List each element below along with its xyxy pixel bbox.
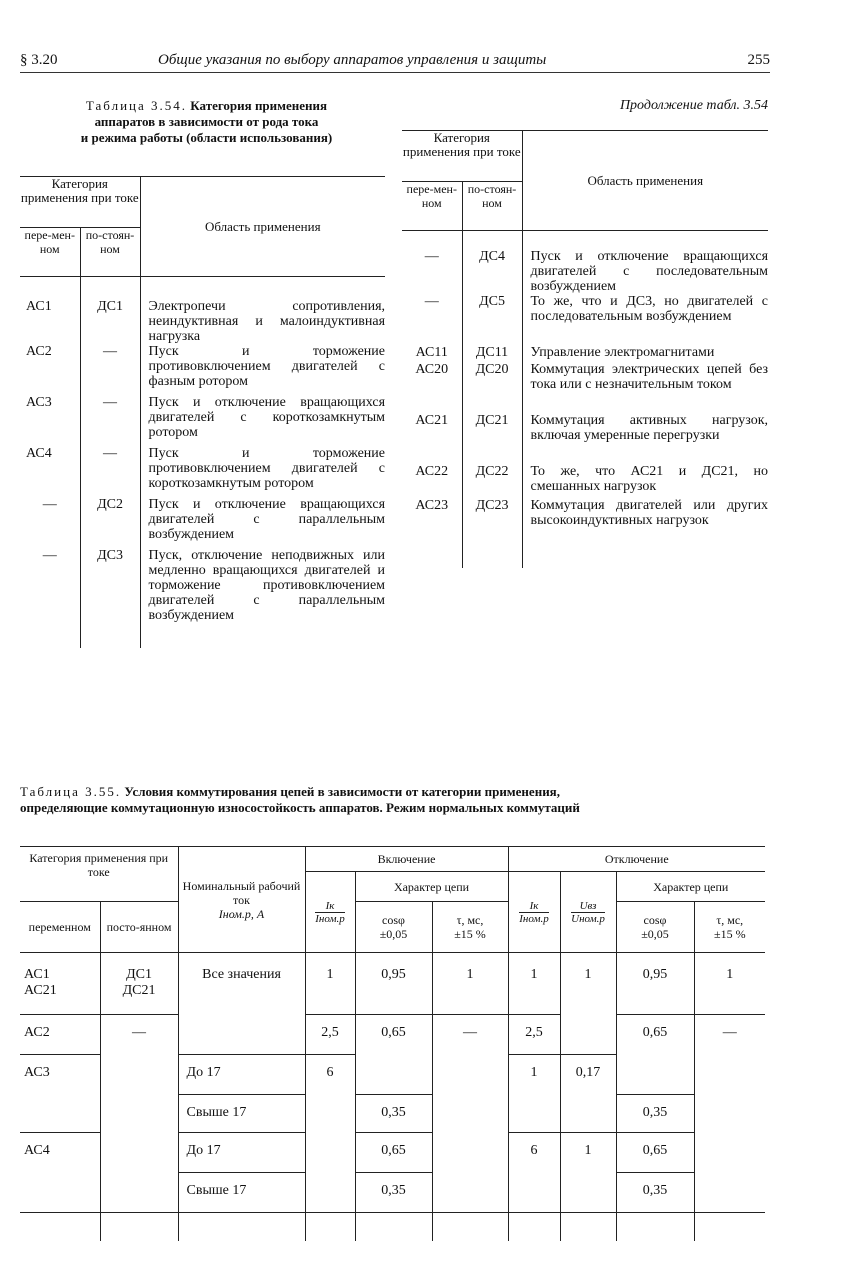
cell-area: Коммутация двигателей или других высокоиндуктивных нагрузок [530, 498, 769, 528]
header-off-current-ratio [508, 872, 560, 953]
cell-ac: АС3 [20, 1055, 100, 1095]
section-number: § 3.20 [20, 52, 58, 68]
cell-off-cos: 0,95 [616, 953, 694, 1015]
table-355 [20, 846, 765, 1241]
cell-dc: ДС3 [80, 548, 140, 648]
header-nominal-current [178, 847, 305, 953]
table-354-left [20, 176, 385, 648]
cell-ac: — [402, 294, 462, 345]
table-355-caption [20, 784, 770, 816]
ratio-numerator: Uвз [571, 900, 605, 913]
empty-cell [432, 1213, 508, 1241]
cell-dc: — [80, 395, 140, 446]
cell-on-ratio [305, 1133, 355, 1173]
header-dc: по-стоян-ном [80, 228, 140, 277]
cell-dc: ДС1 [80, 277, 140, 345]
cell-area: Пуск и торможение противовключением двигателей с короткозамкнутым ротором [148, 446, 386, 491]
header-category: Категория применения при токе [402, 131, 522, 182]
nominal-current-symbol: Iном.р, А [218, 906, 265, 921]
cell-off-tau [694, 1055, 765, 1095]
cell-on-tau [432, 1133, 508, 1173]
ratio-denominator: Iном.р [519, 912, 549, 925]
header-category: Категория применения при токе [20, 847, 178, 902]
cell-off-ratio [508, 1173, 560, 1213]
nominal-current-label: Номинальный рабочий ток [182, 878, 301, 907]
cell-off-tau: — [694, 1015, 765, 1055]
table-row [20, 497, 385, 548]
cell-ac: АС11 [402, 345, 462, 362]
cell-nominal: До 17 [178, 1055, 305, 1095]
table-row [402, 294, 768, 345]
caption-line-3: и режима работы (области использования) [80, 130, 333, 145]
tau-tolerance: ±15 % [713, 927, 746, 941]
cell-dc: — [80, 344, 140, 395]
cell-nominal: Свыше 17 [178, 1095, 305, 1133]
table-row [402, 231, 768, 295]
cell-area: Пуск и отключение вращающихся двигателей с короткозамкнутым ротором [148, 395, 386, 440]
header-off-circuit-type: Характер цепи [616, 872, 765, 902]
cell-off-ratio: 1 [508, 953, 560, 1015]
table-row [20, 953, 765, 1015]
cell-off-voltage: 1 [560, 1133, 616, 1173]
cell-off-voltage: 0,17 [560, 1055, 616, 1095]
table-row [20, 1095, 765, 1133]
cell-dc [100, 1173, 178, 1213]
table-row [20, 1015, 765, 1055]
cell-off-cos: 0,65 [616, 1133, 694, 1173]
cell-off-cos: 0,65 [616, 1015, 694, 1055]
cell-dc: ДС23 [462, 498, 522, 568]
running-header [20, 52, 770, 70]
cell-off-cos: 0,35 [616, 1173, 694, 1213]
cell-dc: ДС5 [462, 294, 522, 345]
cell-ac: — [20, 548, 80, 648]
empty-cell [20, 1213, 100, 1241]
cell-ac: АС4 [20, 1133, 100, 1173]
table-row [20, 277, 385, 345]
cell-ac: — [402, 231, 462, 295]
cell-dc: — [80, 446, 140, 497]
caption-line-1: Категория применения [190, 98, 328, 113]
cell-on-tau: 1 [432, 953, 508, 1015]
cell-dc [100, 1055, 178, 1095]
cell-ac [20, 953, 100, 1015]
cell-off-tau: 1 [694, 953, 765, 1015]
cell-ac: — [20, 497, 80, 548]
cell-off-tau [694, 1173, 765, 1213]
running-title: Общие указания по выбору аппаратов управления и защиты [158, 52, 547, 68]
header-on-circuit-type: Характер цепи [355, 872, 508, 902]
table-row [20, 1055, 765, 1095]
cell-dc [100, 1095, 178, 1133]
table-row [402, 464, 768, 498]
cell-ac [20, 1173, 100, 1213]
cell-dc: — [100, 1015, 178, 1055]
ratio-denominator: Uном.р [571, 912, 605, 925]
cos-label: cosφ [382, 913, 405, 927]
header-ac: переменном [20, 902, 100, 953]
header-area: Область применения [140, 177, 385, 277]
cell-area: Пуск и торможение противовключением двигателей с фазным ротором [148, 344, 386, 389]
header-area: Область применения [522, 131, 768, 231]
cell-off-ratio: 6 [508, 1133, 560, 1173]
cell-dc: ДС21 [462, 413, 522, 464]
tau-label: τ, мс, [456, 913, 484, 927]
cell-nominal: Свыше 17 [178, 1173, 305, 1213]
cell-ac-line: АС21 [24, 983, 57, 998]
header-dc: посто-янном [100, 902, 178, 953]
table-row [20, 1213, 765, 1241]
table-354-caption [34, 98, 379, 146]
cell-off-voltage [560, 1015, 616, 1055]
cell-ac: АС3 [20, 395, 80, 446]
table-row [20, 1133, 765, 1173]
empty-cell [100, 1213, 178, 1241]
cell-area: Управление электромагнитами [530, 345, 715, 360]
caption-line-2: определяющие коммутационную износостойкость аппаратов. Режим нормальных коммутаций [20, 800, 580, 815]
table-row [20, 446, 385, 497]
cell-area: Коммутация электрических цепей без тока или с незначительным током [530, 362, 769, 392]
table-354-label: Таблица 3.54. [85, 98, 188, 113]
cell-dc: ДС2 [80, 497, 140, 548]
caption-line-1: Условия коммутирования цепей в зависимости от категории применения, [124, 784, 560, 799]
cell-off-tau [694, 1095, 765, 1133]
cell-on-cos: 0,35 [355, 1173, 432, 1213]
cell-on-cos: 0,65 [355, 1133, 432, 1173]
continuation-label: Продолжение табл. 3.54 [619, 98, 768, 113]
header-on-current-ratio [305, 872, 355, 953]
cell-off-cos: 0,35 [616, 1095, 694, 1133]
cell-on-cos: 0,95 [355, 953, 432, 1015]
header-off-tau [694, 902, 765, 953]
header-off-cos [616, 902, 694, 953]
table-row [20, 548, 385, 648]
cell-ac: АС1 [20, 277, 80, 345]
cell-on-cos: 0,35 [355, 1095, 432, 1133]
cell-on-ratio [305, 1095, 355, 1133]
table-354-right [402, 130, 768, 568]
cell-on-tau: — [432, 1015, 508, 1055]
tau-label: τ, мс, [716, 913, 744, 927]
cell-on-ratio [305, 1173, 355, 1213]
cell-dc-line: ДС1 [126, 967, 152, 982]
cell-ac: АС23 [402, 498, 462, 568]
page-number: 255 [747, 52, 770, 68]
header-dc: по-стоян-ном [462, 182, 522, 231]
cell-on-ratio: 1 [305, 953, 355, 1015]
cell-off-cos [616, 1055, 694, 1095]
cell-on-cos [355, 1055, 432, 1095]
cell-area: То же, что и ДС3, но двигателей с последовательным возбуждением [530, 294, 769, 324]
cell-area: Пуск и отключение вращающихся двигателей с параллельным возбуждением [148, 497, 386, 542]
table-row [402, 498, 768, 568]
cell-ac: АС2 [20, 344, 80, 395]
header-rule [20, 72, 770, 73]
cell-area: Пуск и отключение вращающихся двигателей с последовательным возбуждением [530, 249, 769, 294]
table-row [402, 345, 768, 362]
cell-off-voltage [560, 1095, 616, 1133]
cell-ac: АС21 [402, 413, 462, 464]
empty-cell [508, 1213, 560, 1241]
empty-cell [305, 1213, 355, 1241]
header-ac: пере-мен-ном [20, 228, 80, 277]
cell-dc: ДС22 [462, 464, 522, 498]
caption-line-2: аппаратов в зависимости от рода тока [94, 114, 319, 129]
empty-cell [616, 1213, 694, 1241]
cell-nominal: До 17 [178, 1133, 305, 1173]
header-ac: пере-мен-ном [402, 182, 462, 231]
cell-on-ratio: 2,5 [305, 1015, 355, 1055]
cell-ac-line: АС1 [24, 967, 50, 982]
ratio-numerator: Iк [519, 900, 548, 913]
cell-ac: АС22 [402, 464, 462, 498]
table-355-label: Таблица 3.55. [20, 784, 122, 799]
table-row [20, 395, 385, 446]
header-on-tau [432, 902, 508, 953]
cell-dc: ДС11 [462, 345, 522, 362]
cell-ac: АС20 [402, 362, 462, 413]
cell-ac [20, 1095, 100, 1133]
cell-on-tau [432, 1095, 508, 1133]
cell-on-ratio: 6 [305, 1055, 355, 1095]
cell-on-tau [432, 1173, 508, 1213]
empty-cell [694, 1213, 765, 1241]
cell-dc [100, 953, 178, 1015]
cell-off-tau [694, 1133, 765, 1173]
cell-nominal [178, 1015, 305, 1055]
cos-tolerance: ±0,05 [379, 927, 408, 941]
cell-ac: АС2 [20, 1015, 100, 1055]
cell-area: Пуск, отключение неподвижных или медленно вращающихся двигателей и торможение противовключением двигателей с параллельным возбуждением [148, 548, 386, 623]
header-switch-on: Включение [305, 847, 508, 872]
cell-dc: ДС20 [462, 362, 522, 413]
cell-off-voltage [560, 1173, 616, 1213]
cell-area: Коммутация активных нагрузок, включая умеренные перегрузки [530, 413, 769, 443]
ratio-numerator: Iк [315, 900, 344, 913]
empty-cell [178, 1213, 305, 1241]
table-row [20, 1173, 765, 1213]
table-row [402, 413, 768, 464]
cell-ac: АС4 [20, 446, 80, 497]
cell-on-cos: 0,65 [355, 1015, 432, 1055]
cell-nominal: Все значения [178, 953, 305, 1015]
cell-off-voltage: 1 [560, 953, 616, 1015]
cos-tolerance: ±0,05 [641, 927, 669, 941]
cell-area: То же, что АС21 и ДС21, но смешанных нагрузок [530, 464, 769, 494]
cell-off-ratio [508, 1095, 560, 1133]
cell-area: Электропечи сопротивления, неиндуктивная и малоиндуктивная нагрузка [148, 299, 386, 344]
cell-dc: ДС4 [462, 231, 522, 295]
empty-cell [355, 1213, 432, 1241]
cos-label: cosφ [643, 913, 667, 927]
empty-cell [560, 1213, 616, 1241]
header-switch-off: Отключение [508, 847, 765, 872]
cell-off-ratio: 2,5 [508, 1015, 560, 1055]
tau-tolerance: ±15 % [454, 927, 486, 941]
header-category: Категория применения при токе [20, 177, 140, 228]
header-on-cos [355, 902, 432, 953]
cell-on-tau [432, 1055, 508, 1095]
header-off-voltage-ratio [560, 872, 616, 953]
table-row [402, 362, 768, 413]
ratio-denominator: Iном.р [315, 912, 345, 925]
cell-off-ratio: 1 [508, 1055, 560, 1095]
cell-dc [100, 1133, 178, 1173]
cell-dc-line: ДС21 [122, 983, 156, 998]
table-row [20, 344, 385, 395]
